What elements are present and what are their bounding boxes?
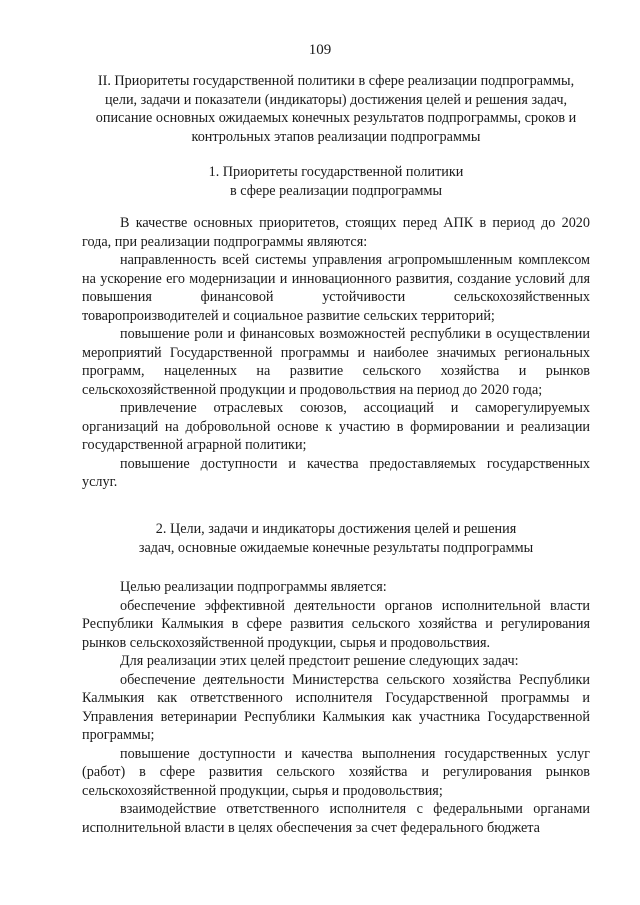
page-number: 109 (308, 42, 332, 58)
subsection-1-title (82, 163, 590, 200)
paragraph: привлечение отраслевых союзов, ассоциаций и саморегулируемых организаций на добровольной основе к участию в формировании и реализации государственной аграрной политики; (82, 400, 590, 453)
paragraph: В качестве основных приоритетов, стоящих перед АПК в период до 2020 года, при реализации подпрограммы являются: (82, 215, 590, 250)
section-title: II. Приоритеты государственной политики в сфере реализации подпрограммы, цели, задачи и показатели (индикаторы) достижения целей и решения задач, описание основных ожидаемых конечных результатов подпрограммы, сроков и контрольных этапов реализации подпрограммы (95, 73, 577, 145)
subsection-2-title-line2: задач, основные ожидаемые конечные результаты подпрограммы (138, 539, 534, 556)
paragraph: взаимодействие ответственного исполнителя с федеральными органами исполнительной власти в целях обеспечения за счет федерального бюджета (82, 801, 590, 836)
subsection-2-title (82, 520, 590, 557)
subsection-1-title-line1: 1. Приоритеты государственной политики (208, 164, 464, 180)
subsection-1-title-line2: в сфере реализации подпрограммы (229, 182, 442, 199)
paragraph: направленность всей системы управления агропромышленным комплексом на ускорение его модернизации и инновационного развития, создание условий для повышения финансовой устойчивости сельскохозяйственных товаропроизводителей и социальное развитие сельских территорий; (82, 252, 590, 324)
paragraph: повышение доступности и качества предоставляемых государственных услуг. (82, 455, 590, 490)
paragraph: обеспечение эффективной деятельности органов исполнительной власти Республики Калмыкия в сфере развития сельского хозяйства и регулирования рынков сельскохозяйственной продукции, сырья и продовольствия. (82, 597, 590, 651)
subsection-2-title-line1: 2. Цели, задачи и индикаторы достижения целей и решения (155, 521, 517, 537)
paragraph: повышение доступности и качества выполнения государственных услуг (работ) в сфере развития сельского хозяйства и регулирования рынков сельскохозяйственной продукции, сырья и продовольствия; (82, 745, 590, 799)
paragraph: повышение роли и финансовых возможностей республики в осуществлении мероприятий Государственной программы и наиболее значимых региональных программ, нацеленных на развитие сельского хозяйства и рынков сельскохозяйственной продукции и продовольствия на период до 2020 года; (82, 326, 590, 398)
paragraph: Для реализации этих целей предстоит решение следующих задач: (120, 653, 519, 669)
paragraph: обеспечение деятельности Министерства сельского хозяйства Республики Калмыкия как ответственного исполнителя Государственной программы и Управления ветеринарии Республики Калмыкия как участника Государственной программы; (82, 671, 590, 743)
paragraph: Целью реализации подпрограммы является: (120, 579, 387, 595)
subsection-1-body (82, 214, 590, 492)
subsection-2-body (82, 578, 590, 837)
